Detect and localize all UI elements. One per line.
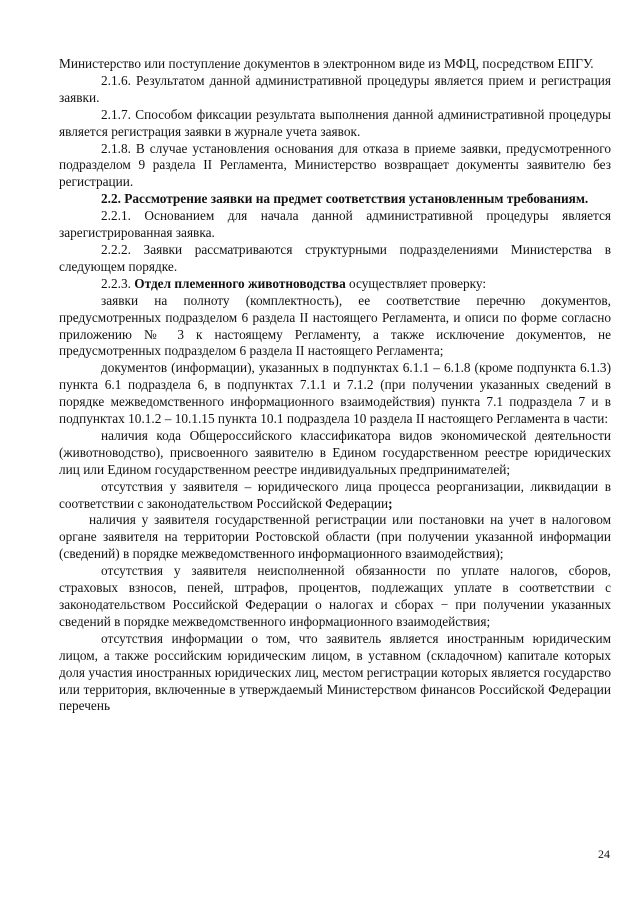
check-item-reorganization bbox=[59, 479, 611, 513]
page-number: 24 bbox=[598, 847, 610, 861]
check-item-documents: документов (информации), указанных в подпунктах 6.1.1 – 6.1.8 (кроме подпункта 6.1.3) пункта 6.1 подраздела 6, в подпунктах 7.1.1 и 7.1.2 (при получении указанных сведений в порядке межведомственного информационного взаимодействия) пункта 7.1 подраздела 7 и в подпунктах 10.1.2 – 10.1.15 пункта 10.1 подраздела 10 раздела II настоящего Регламента в части: bbox=[59, 360, 611, 427]
paragraph-2-2-3-suffix: осуществляет проверку: bbox=[345, 275, 487, 291]
check-item-reorganization-end: ; bbox=[388, 495, 393, 511]
check-item-tax-obligations: отсутствия у заявителя неисполненной обязанности по уплате налогов, сборов, страховых взносов, пеней, штрафов, процентов, подлежащих уплате в соответствии с законодательством Российской Федерации о налогах и сборах − при получении указанных сведений в порядке межведомственного информационного взаимодействия; bbox=[59, 563, 611, 629]
paragraph-2-2-3 bbox=[59, 276, 611, 293]
check-item-completeness: заявки на полноту (комплектность), ее соответствие перечню документов, предусмотренных подразделом 6 раздела II настоящего Регламента, и описи по форме согласно приложению № 3 к настоящему Регламенту, а также исключение документов, не предусмотренных подразделом 6 раздела II настоящего Регламента; bbox=[59, 292, 611, 359]
section-heading-2-2 bbox=[59, 191, 611, 208]
paragraph-2-1-6: 2.1.6. Результатом данной административной процедуры является прием и регистрация заявки. bbox=[59, 72, 611, 105]
check-item-foreign-entity: отсутствия информации о том, что заявитель является иностранным юридическим лицом, а также российским юридическим лицом, в уставном (складочном) капитале которых доля участия иностранных юридических лиц, местом регистрации которых является государство или территория, включенные в утверждаемый Министерством финансов Российской Федерации перечень bbox=[59, 630, 611, 714]
document-page bbox=[59, 56, 611, 715]
paragraph-2-1-7: 2.1.7. Способом фиксации результата выполнения данной административной процедуры является регистрация заявки в журнале учета заявок. bbox=[59, 106, 611, 139]
paragraph-2-1-8: 2.1.8. В случае установления основания для отказа в приеме заявки, предусмотренного подразделом 9 раздела II Регламента, Министерство возвращает документы заявителю без регистрации. bbox=[59, 140, 611, 190]
paragraph-2-2-2: 2.2.2. Заявки рассматриваются структурными подразделениями Министерства в следующем порядке. bbox=[59, 241, 611, 274]
paragraph-continuation: Министерство или поступление документов в электронном виде из МФЦ, посредством ЕПГУ. bbox=[59, 56, 594, 71]
paragraph-2-2-1: 2.2.1. Основанием для начала данной административной процедуры является зарегистрированная заявка. bbox=[59, 208, 611, 241]
check-item-reorganization-text: отсутствия у заявителя – юридического лица процесса реорганизации, ликвидации в соответствии с законодательством Российской Федерации bbox=[59, 478, 611, 511]
department-name: Отдел племенного животноводства bbox=[134, 275, 346, 291]
check-item-tax-registration: наличия у заявителя государственной регистрации или постановки на учет в налоговом органе заявителя на территории Ростовской области (при получении указанной информации (сведений) в порядке межведомственного информационного взаимодействия); bbox=[59, 512, 611, 562]
section-heading-text: 2.2. Рассмотрение заявки на предмет соответствия установленным требованиям. bbox=[101, 191, 589, 207]
paragraph-2-2-3-prefix: 2.2.3. bbox=[101, 275, 135, 291]
check-item-okved-code: наличия кода Общероссийского классификатора видов экономической деятельности (животноводство), присвоенного заявителю в Едином государственном реестре юридических лиц или Едином государственном реестре индивидуальных предпринимателей; bbox=[59, 427, 611, 477]
